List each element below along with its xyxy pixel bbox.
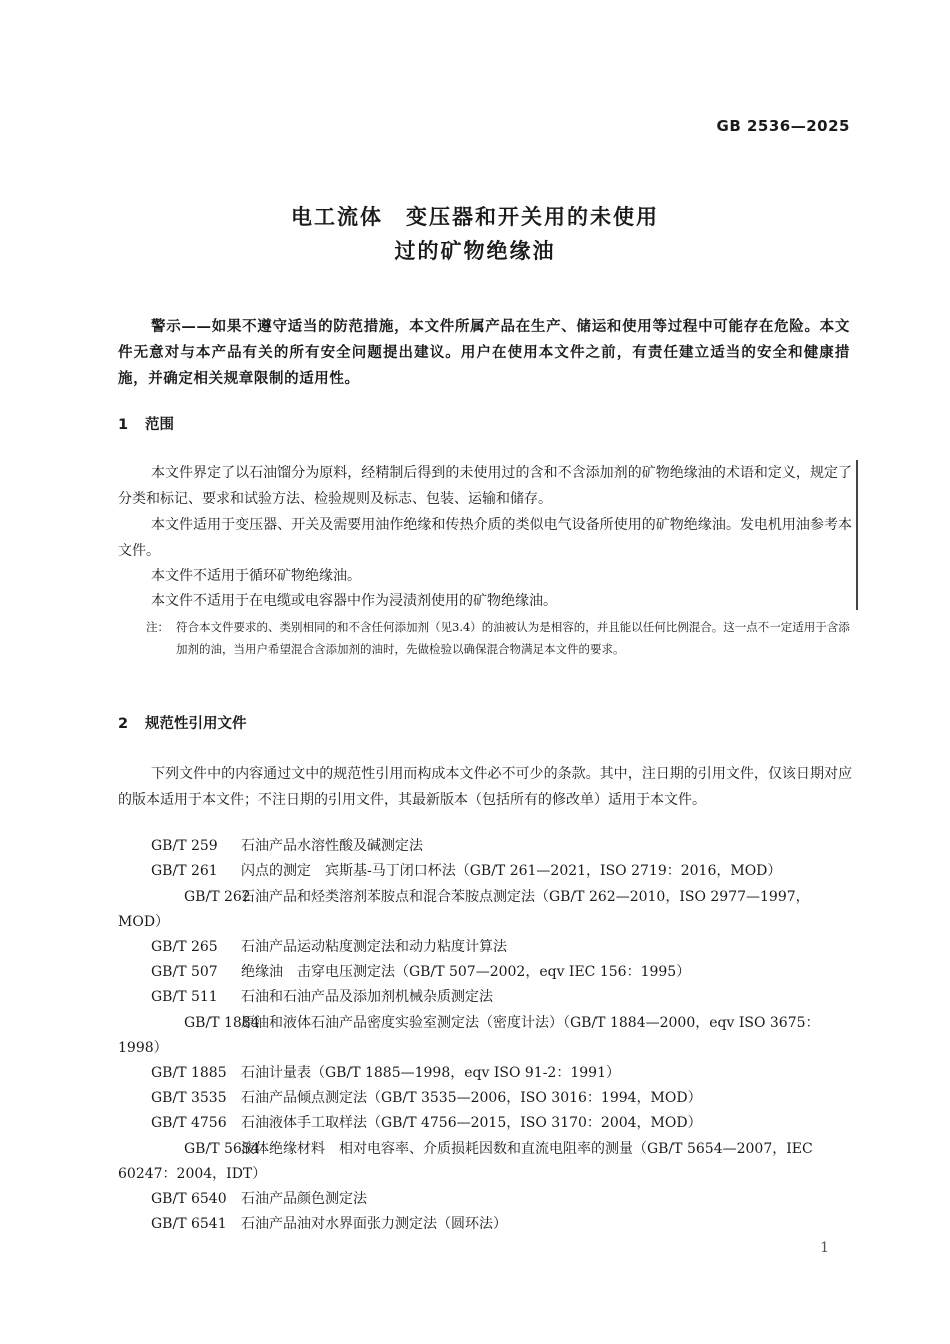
note-text: 符合本文件要求的、类别相同的和不含任何添加剂（见3.4）的油被认为是相容的，并且能以任何比例混合。这一点不一定适用于含添加剂的油，当用户希望混合含添加剂的油时，先做检验以确保混合物满足本文件的要求。 [176, 620, 850, 656]
section-2-heading [118, 712, 247, 733]
reference-code: GB/T 265 [151, 939, 218, 955]
reference-title: 闪点的测定 宾斯基-马丁闭口杯法（GB/T 261—2021，ISO 2719：2016，MOD） [241, 863, 782, 879]
reference-item [118, 935, 852, 960]
reference-title: 石油和石油产品及添加剂机械杂质测定法 [241, 989, 493, 1005]
reference-code: GB/T 1884 [184, 1015, 260, 1031]
reference-item [118, 1187, 852, 1212]
reference-code: GB/T 511 [151, 989, 218, 1005]
references-intro: 下列文件中的内容通过文中的规范性引用而构成本文件必不可少的条款。其中，注日期的引用文件，仅该日期对应的版本适用于本文件；不注日期的引用文件，其最新版本（包括所有的修改单）适用于本文件。 [118, 766, 852, 808]
reference-title: 石油液体手工取样法（GB/T 4756—2015，ISO 3170：2004，MOD） [241, 1115, 702, 1131]
note-label: 注： [146, 620, 169, 634]
reference-item [118, 960, 852, 985]
reference-code: GB/T 5654 [184, 1141, 260, 1157]
reference-code: GB/T 261 [151, 863, 218, 879]
scope-paragraph-1: 本文件界定了以石油馏分为原料，经精制后得到的未使用过的含和不含添加剂的矿物绝缘油的术语和定义，规定了分类和标记、要求和试验方法、检验规则及标志、包装、运输和储存。 [118, 465, 852, 507]
reference-item [118, 859, 852, 884]
reference-title: 石油产品油对水界面张力测定法（圆环法） [241, 1216, 507, 1232]
reference-code: GB/T 262 [184, 889, 251, 905]
section-2-title: 规范性引用文件 [145, 716, 247, 732]
reference-title: 石油产品倾点测定法（GB/T 3535—2006，ISO 3016：1994，MOD） [241, 1090, 702, 1106]
page-number: 1 [820, 1240, 829, 1256]
reference-code: GB/T 4756 [151, 1115, 227, 1131]
scope-note [146, 616, 852, 660]
reference-title: 石油产品颜色测定法 [241, 1191, 367, 1207]
reference-code: GB/T 3535 [151, 1090, 227, 1106]
reference-item [118, 1011, 852, 1061]
document-title-line-1: 电工流体 变压器和开关用的未使用 [291, 205, 659, 229]
reference-title: 液体绝缘材料 相对电容率、介质损耗因数和直流电阻率的测量（GB/T 5654—2007，IEC 60247：2004，IDT） [118, 1141, 813, 1182]
reference-item [118, 1137, 852, 1187]
reference-item [118, 1061, 852, 1086]
reference-code: GB/T 6540 [151, 1191, 227, 1207]
reference-item [118, 834, 852, 859]
scope-paragraph-2: 本文件适用于变压器、开关及需要用油作绝缘和传热介质的类似电气设备所使用的矿物绝缘油。发电机用油参考本文件。 [118, 517, 852, 559]
section-1-number: 1 [118, 417, 129, 433]
warning-paragraph: 警示——如果不遵守适当的防范措施，本文件所属产品在生产、储运和使用等过程中可能存在危险。本文件无意对与本产品有关的所有安全问题提出建议。用户在使用本文件之前，有责任建立适当的安全和健康措施，并确定相关规章限制的适用性。 [118, 319, 850, 387]
section-1-title: 范围 [145, 417, 174, 433]
document-title-line-2: 过的矿物绝缘油 [394, 239, 556, 263]
section-1-heading [118, 413, 174, 434]
reference-code: GB/T 507 [151, 964, 218, 980]
reference-item [118, 1086, 852, 1111]
reference-item [118, 885, 852, 935]
standard-code: GB 2536—2025 [716, 117, 850, 135]
reference-item [118, 1212, 852, 1237]
reference-item [118, 1111, 852, 1136]
reference-title: 原油和液体石油产品密度实验室测定法（密度计法）（GB/T 1884—2000，eqv ISO 3675：1998） [118, 1015, 820, 1056]
reference-code: GB/T 259 [151, 838, 218, 854]
margin-change-bar [856, 460, 858, 610]
reference-title: 石油产品运动粘度测定法和动力粘度计算法 [241, 939, 507, 955]
section-2-number: 2 [118, 716, 129, 732]
reference-title: 石油产品和烃类溶剂苯胺点和混合苯胺点测定法（GB/T 262—2010，ISO 2977—1997，MOD） [118, 889, 810, 930]
reference-code: GB/T 6541 [151, 1216, 227, 1232]
reference-item [118, 985, 852, 1010]
scope-paragraph-3: 本文件不适用于循环矿物绝缘油。 [151, 568, 361, 584]
reference-title: 石油计量表（GB/T 1885—1998，eqv ISO 91-2：1991） [241, 1065, 620, 1081]
scope-paragraph-4: 本文件不适用于在电缆或电容器中作为浸渍剂使用的矿物绝缘油。 [151, 593, 557, 609]
reference-title: 绝缘油 击穿电压测定法（GB/T 507—2002，eqv IEC 156：1995） [241, 964, 691, 980]
reference-title: 石油产品水溶性酸及碱测定法 [241, 838, 423, 854]
reference-code: GB/T 1885 [151, 1065, 227, 1081]
